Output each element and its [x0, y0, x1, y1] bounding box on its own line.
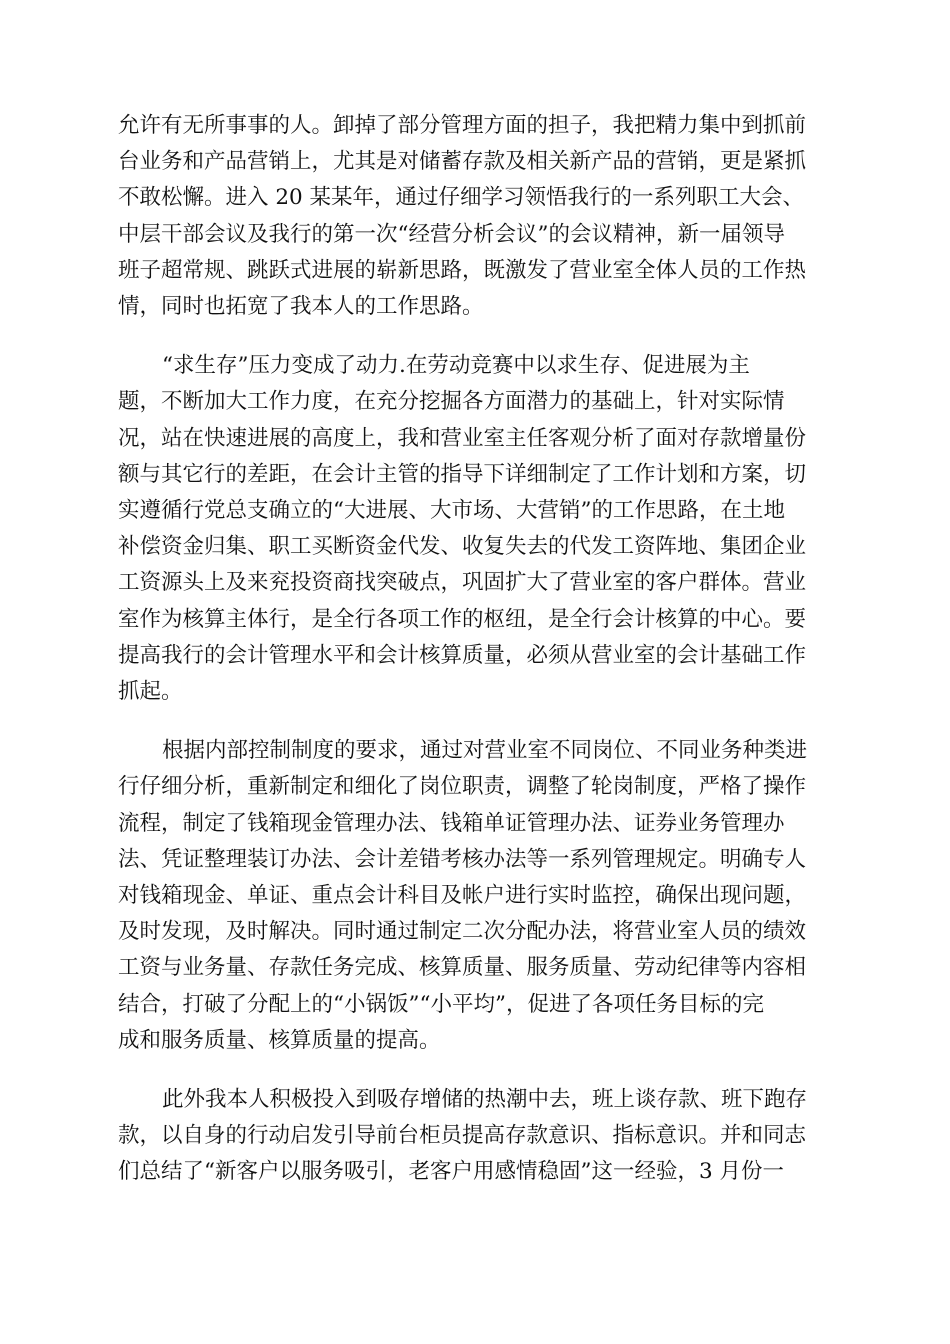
text-line: 法、凭证整理装订办法、会计差错考核办法等一系列管理规定。明确专人 — [118, 846, 807, 872]
text-line: 情，同时也拓宽了我本人的工作思路。 — [118, 294, 484, 320]
text-line: “求生存”压力变成了动力.在劳动竞赛中以求生存、促进展为主 — [162, 353, 750, 379]
text-line: 题，不断加大工作力度，在充分挖掘各方面潜力的基础上，针对实际情 — [118, 389, 785, 415]
text-line: 工资与业务量、存款任务完成、核算质量、服务质量、劳动纪律等内容相 — [118, 955, 807, 981]
text-line: 班子超常规、跳跃式进展的崭新思路，既激发了营业室全体人员的工作热 — [118, 257, 807, 283]
text-line: 行仔细分析，重新制定和细化了岗位职责，调整了轮岗制度，严格了操作 — [118, 774, 807, 800]
text-line: 提高我行的会计管理水平和会计核算质量，必须从营业室的会计基础工作 — [118, 642, 807, 668]
text-line: 工资源头上及来兖投资商找突破点，巩固扩大了营业室的客户群体。营业 — [118, 570, 807, 596]
text-line: 实遵循行党总支确立的“大进展、大市场、大营销”的工作思路，在土地 — [118, 498, 785, 524]
paragraph-3 — [118, 733, 838, 1059]
text-line: 中层干部会议及我行的第一次“经营分析会议”的会议精神，新一届领导 — [118, 221, 785, 247]
text-line: 台业务和产品营销上，尤其是对储蓄存款及相关新产品的营销，更是紧抓 — [118, 149, 807, 175]
text-line: 结合，打破了分配上的“小锅饭”“小平均”，促进了各项任务目标的完 — [118, 991, 764, 1017]
text-line: 对钱箱现金、单证、重点会计科目及帐户进行实时监控，确保出现问题， — [118, 883, 807, 909]
document-body — [118, 108, 838, 1191]
text-line: 成和服务质量、核算质量的提高。 — [118, 1027, 441, 1053]
text-line: 额与其它行的差距，在会计主管的指导下详细制定了工作计划和方案，切 — [118, 461, 807, 487]
text-line: 此外我本人积极投入到吸存增储的热潮中去，班上谈存款、班下跑存 — [162, 1087, 808, 1113]
text-line: 们总结了“新客户以服务吸引，老客户用感情稳固”这一经验，3 月份一 — [118, 1159, 784, 1185]
text-line: 抓起。 — [118, 679, 183, 705]
paragraph-4 — [118, 1082, 838, 1191]
text-line: 允许有无所事事的人。卸掉了部分管理方面的担子，我把精力集中到抓前 — [118, 113, 807, 138]
text-line: 根据内部控制制度的要求，通过对营业室不同岗位、不同业务种类进 — [162, 738, 808, 764]
text-line: 补偿资金归集、职工买断资金代发、收复失去的代发工资阵地、集团企业 — [118, 534, 807, 560]
text-line: 室作为核算主体行，是全行各项工作的枢纽，是全行会计核算的中心。要 — [118, 606, 807, 632]
text-line: 流程，制定了钱箱现金管理办法、钱箱单证管理办法、证券业务管理办 — [118, 810, 785, 836]
paragraph-2 — [118, 348, 838, 710]
text-line: 款，以自身的行动启发引导前台柜员提高存款意识、指标意识。并和同志 — [118, 1123, 807, 1149]
paragraph-1 — [118, 108, 838, 325]
text-line: 况，站在快速进展的高度上，我和营业室主任客观分析了面对存款增量份 — [118, 425, 807, 451]
text-line: 及时发现，及时解决。同时通过制定二次分配办法，将营业室人员的绩效 — [118, 919, 807, 945]
text-line: 不敢松懈。进入 20 某某年，通过仔细学习领悟我行的一系列职工大会、 — [118, 185, 805, 211]
